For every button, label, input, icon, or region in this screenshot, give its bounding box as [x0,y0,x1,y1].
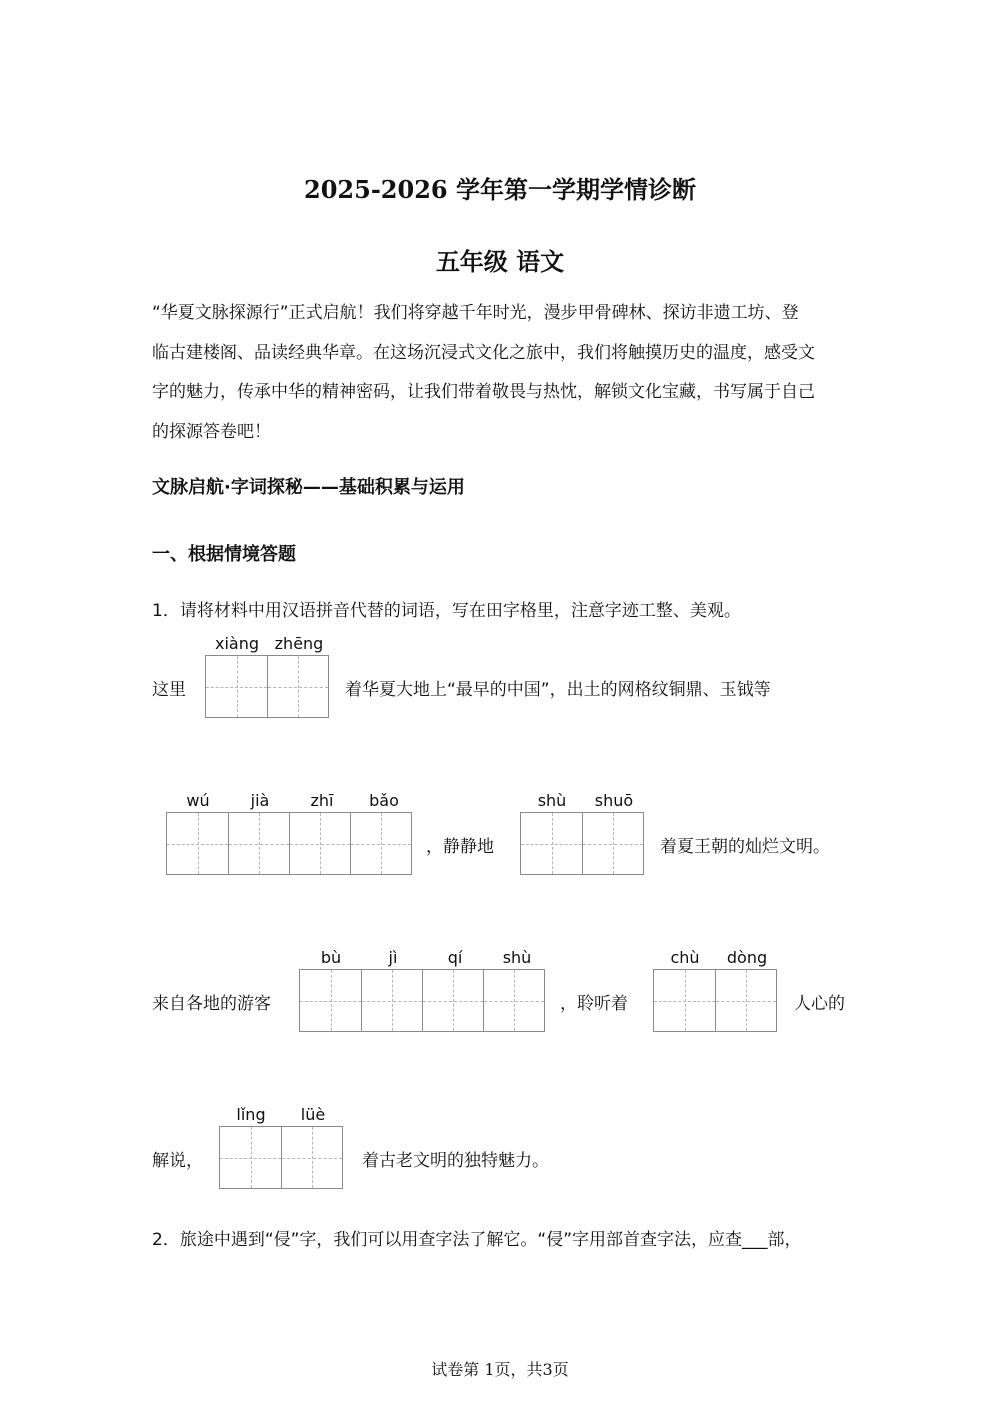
intro-line: 的探源答卷吧！ [152,421,271,442]
tianzige-cell[interactable] [167,813,228,874]
row1-before-text: 这里 [152,680,186,700]
section-heading: 文脉启航·字词探秘——基础积累与运用 [152,477,465,498]
tianzige-grid[interactable] [653,969,777,1032]
pinyin-label: bǎo [369,791,399,810]
pinyin-label: qí [447,948,463,967]
question-1-prompt: 1．请将材料中用汉语拼音代替的词语，写在田字格里，注意字迹工整、美观。 [152,601,741,621]
pinyin-label: jì [388,948,398,967]
pinyin-label: jià [250,791,270,810]
page-subtitle: 五年级 语文 [435,247,565,276]
row2-mid-text: ，静静地 [426,837,494,857]
pinyin-label: shù [537,791,567,810]
pinyin-label: dòng [726,948,768,967]
tianzige-cell[interactable] [220,1127,281,1188]
tianzige-cell[interactable] [361,970,422,1031]
tianzige-grid[interactable] [205,655,329,718]
intro-line: 临古建楼阁、品读经典华章。在这场沉浸式文化之旅中，我们将触摸历史的温度，感受文 [152,342,815,363]
tianzige-cell[interactable] [350,813,411,874]
pinyin-label: lüè [300,1105,326,1124]
part-heading: 一、根据情境答题 [152,544,296,565]
row3-after-text: 人心的 [794,994,845,1014]
tianzige-cell[interactable] [483,970,544,1031]
pinyin-label: lǐng [236,1105,266,1124]
intro-line: “华夏文脉探源行”正式启航！我们将穿越千年时光，漫步甲骨碑林、探访非遗工坊、登 [152,303,799,323]
pinyin-label: bù [320,948,342,967]
tianzige-grid[interactable] [520,812,644,875]
page-footer: 试卷第 1页，共3页 [431,1360,569,1379]
tianzige-cell[interactable] [715,970,776,1031]
tianzige-cell[interactable] [228,813,289,874]
question-2-prompt: 2．旅途中遇到“侵”字，我们可以用查字法了解它。“侵”字用部首查字法，应查___部， [152,1230,802,1250]
pinyin-label: xiàng [214,634,259,653]
tianzige-cell[interactable] [422,970,483,1031]
row1-after-text: 着华夏大地上“最早的中国”，出土的网格纹铜鼎、玉钺等 [345,680,771,700]
tianzige-cell[interactable] [289,813,350,874]
pinyin-label: shù [502,948,532,967]
tianzige-grid[interactable] [219,1126,343,1189]
row4-before-text: 解说， [152,1151,203,1171]
tianzige-cell[interactable] [267,656,328,717]
row3-before-text: 来自各地的游客 [152,994,271,1014]
tianzige-grid[interactable] [166,812,412,875]
intro-line: 字的魅力，传承中华的精神密码，让我们带着敬畏与热忱，解锁文化宝藏，书写属于自己 [152,382,815,402]
tianzige-cell[interactable] [206,656,267,717]
tianzige-cell[interactable] [582,813,643,874]
tianzige-cell[interactable] [521,813,582,874]
tianzige-cell[interactable] [300,970,361,1031]
pinyin-label: zhēng [274,634,324,653]
pinyin-label: zhī [310,791,334,810]
row4-after-text: 着古老文明的独特魅力。 [362,1151,549,1171]
tianzige-cell[interactable] [654,970,715,1031]
pinyin-label: chù [670,948,700,967]
intro-paragraph [152,294,852,452]
pinyin-label: wú [186,791,210,810]
tianzige-cell[interactable] [281,1127,342,1188]
tianzige-grid[interactable] [299,969,545,1032]
row2-after-text: 着夏王朝的灿烂文明。 [660,837,830,857]
pinyin-label: shuō [594,791,634,810]
row3-mid-text: ，聆听着 [560,994,628,1014]
page-title: 2025-2026 学年第一学期学情诊断 [304,175,696,204]
